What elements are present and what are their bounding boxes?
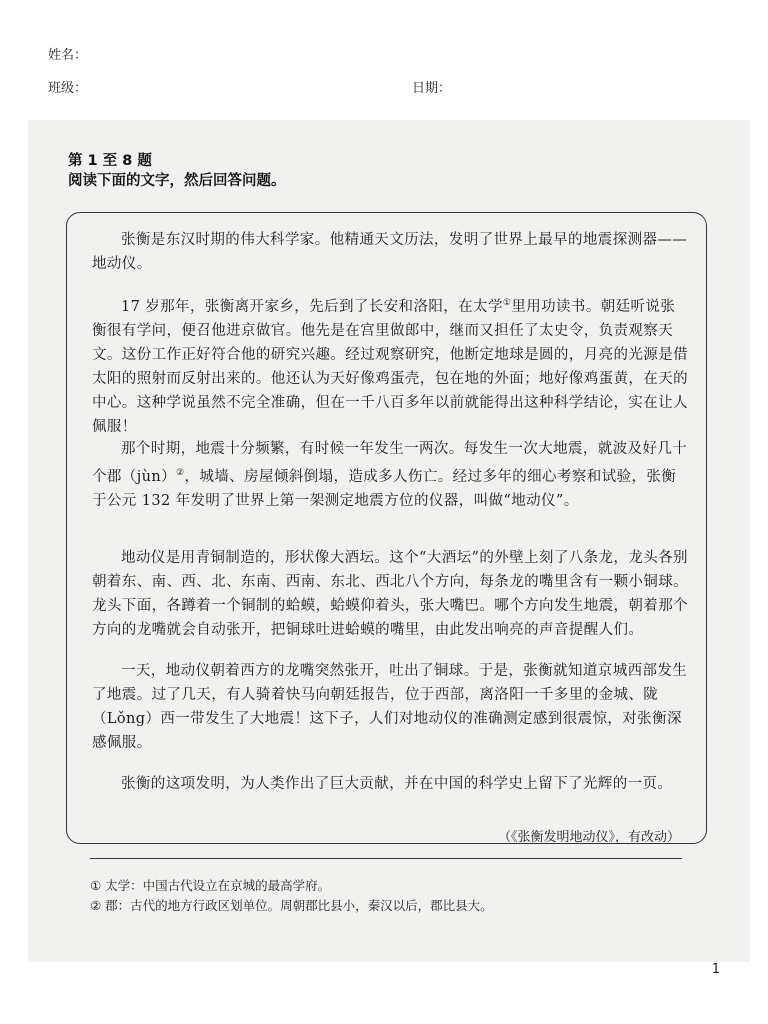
question-range: 第 1 至 8 题: [68, 153, 152, 169]
p3-text-b: ，城墙、房屋倾斜倒塌，造成多人伤亡。经过多年的细心考察和试验，张衡于公元 132 年发明了世界上第一架测定地震方位的仪器，叫做“地动仪”。: [92, 468, 677, 509]
p2-text-b: 里用功读书。朝廷听说张衡很有学问，便召他进京做官。他先是在宫里做郎中，继而又担任了太史令，负责观察天文。这份工作正好符合他的研究兴趣。经过观察研究，他断定地球是圆的，月亮的光源是借太阳的照射而反射出来的。他还认为天好像鸡蛋壳，包在地的外面；地好像鸡蛋黄，在天的中心。这种学说虽然不完全准确，但在一千八百多年以前就能得出这种科学结论，实在让人佩服！: [92, 298, 688, 435]
footnote-divider: [90, 858, 682, 859]
passage-paragraph-4: 地动仪是用青铜制造的，形状像大酒坛。这个“大酒坛”的外壁上刻了八条龙，龙头各别朝着东、南、西、北、东南、西南、东北、西北八个方向，每条龙的嘴里含有一颗小铜球。龙头下面，各蹲着一个铜制的蛤蟆，蛤蟆仰着头，张大嘴巴。哪个方向发生地震，朝着那个方向的龙嘴就会自动张开，把铜球吐进蛤蟆的嘴里，由此发出响亮的声音提醒人们。: [92, 550, 688, 638]
footnote-1: ① 太学：中国古代设立在京城的最高学府。: [90, 878, 331, 893]
page-number: 1: [711, 962, 720, 977]
passage-source: （《张衡发明地动仪》，有改动）: [497, 830, 680, 845]
question-heading: [68, 151, 286, 191]
footnote-2: ② 郡：古代的地方行政区划单位。周朝郡比县小，秦汉以后，郡比县大。: [90, 898, 493, 913]
p3-text-a: 那个时期，地震十分频繁，有时候一年发生一两次。每发生一次大地震，就波及好几十个郡（jùn）: [92, 441, 688, 485]
passage-paragraph-1: 张衡是东汉时期的伟大科学家。他精通天文历法，发明了世界上最早的地震探测器——地动仪。: [92, 232, 688, 272]
name-label: 姓名：: [48, 48, 88, 63]
passage-paragraph-5: 一天，地动仪朝着西方的龙嘴突然张开，吐出了铜球。于是，张衡就知道京城西部发生了地震。过了几天，有人骑着快马向朝廷报告，位于西部，离洛阳一千多里的金城、陇（Lǒng）西一带发生了大地震！这下子，人们对地动仪的准确测定感到很震惊，对张衡深感佩服。: [92, 663, 688, 751]
passage-paragraph-6: 张衡的这项发明，为人类作出了巨大贡献，并在中国的科学史上留下了光辉的一页。: [121, 776, 673, 792]
passage-paragraph-3: [92, 437, 690, 513]
passage-paragraph-2: [92, 291, 690, 439]
footnote-ref-1: ①: [502, 298, 512, 308]
question-instruction: 阅读下面的文字，然后回答问题。: [68, 173, 286, 189]
date-label: 日期：: [412, 81, 452, 96]
footnote-ref-2: ②: [175, 468, 185, 478]
p2-text-a: 17 岁那年，张衡离开家乡，先后到了长安和洛阳，在太学: [121, 298, 503, 315]
class-label: 班级：: [48, 81, 88, 96]
